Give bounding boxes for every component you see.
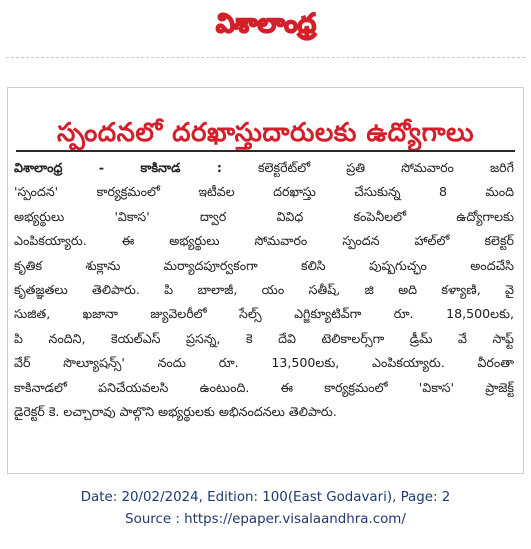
article-line <box>14 156 514 180</box>
masthead-logo <box>186 2 346 42</box>
article-line: 'స్పందన' కార్యక్రమంలో ఇటీవల దరఖాస్తు చేసుకున్న 8 మంది <box>14 184 514 200</box>
article-line: సుజిత, ఖజానా జ్యువెలరీలో సేల్స్ ఎగ్జిక్యూటివ్‌గా రూ. 18,500లకు, <box>14 306 514 322</box>
edition-info: Date: 20/02/2024, Edition: 100(East Godavari), Page: 2 <box>80 490 451 505</box>
article-line: కృతిక శుక్లాను మర్యాదపూర్వకంగా కలిసి పుష్పగుచ్ఛం అందచేసి <box>14 257 514 273</box>
masthead <box>0 0 531 56</box>
source-link[interactable]: Source : https://epaper.visalaandhra.com/ <box>125 512 406 527</box>
headline-divider <box>16 150 515 152</box>
article-line: కాకినాడలో పనిచేయవలసి ఉంటుంది. ఈ కార్యక్రమంలో 'వికాస' ప్రాజెక్ట్ <box>14 379 514 395</box>
masthead-name: విశాలాంధ్ర <box>215 9 316 39</box>
article-line: కృతజ్ఞతలు తెలిపారు. పి బాలాజీ, యం సతీష్, జి అది కళ్యాణి, వై <box>14 282 514 298</box>
article-line: అభ్యర్థులు 'వికాస' ద్వార వివిధ కంపెనీలలో ఉద్యోగాలకు <box>14 208 514 224</box>
article-line: వేర్ సొల్యూషన్స్' నందు రూ. 13,500లకు, ఎంపికయ్యారు. వీరంతా <box>14 355 514 371</box>
article-line: ఎంపికయ్యారు. ఈ అభ్యర్థులు సోమవారం స్పందన హాల్‌లో కలెక్టర్ <box>14 233 514 249</box>
article-headline: స్పందనలో దరఖాస్తుదారులకు ఉద్యోగాలు <box>57 118 474 149</box>
article-line: పి నందిని, కెయల్ఎస్ ప్రసన్న, కె దేవి టెలికాలర్స్‌గా డ్రీమ్ వే సాఫ్ట్ <box>14 330 514 346</box>
footer <box>0 487 531 531</box>
article-line: డైరెక్టర్ కె. లచ్చారావు పాల్గొని అభ్యర్థులకు అభినందనలు తెలిపారు. <box>14 404 337 420</box>
article-dateline: విశాలాంధ్ర - కాకినాడ : <box>14 160 222 175</box>
article-body <box>14 156 514 424</box>
masthead-divider <box>6 57 525 58</box>
article-line-text: కలెక్టరేట్‌లో ప్రతి సోమవారం జరిగే <box>221 160 514 175</box>
